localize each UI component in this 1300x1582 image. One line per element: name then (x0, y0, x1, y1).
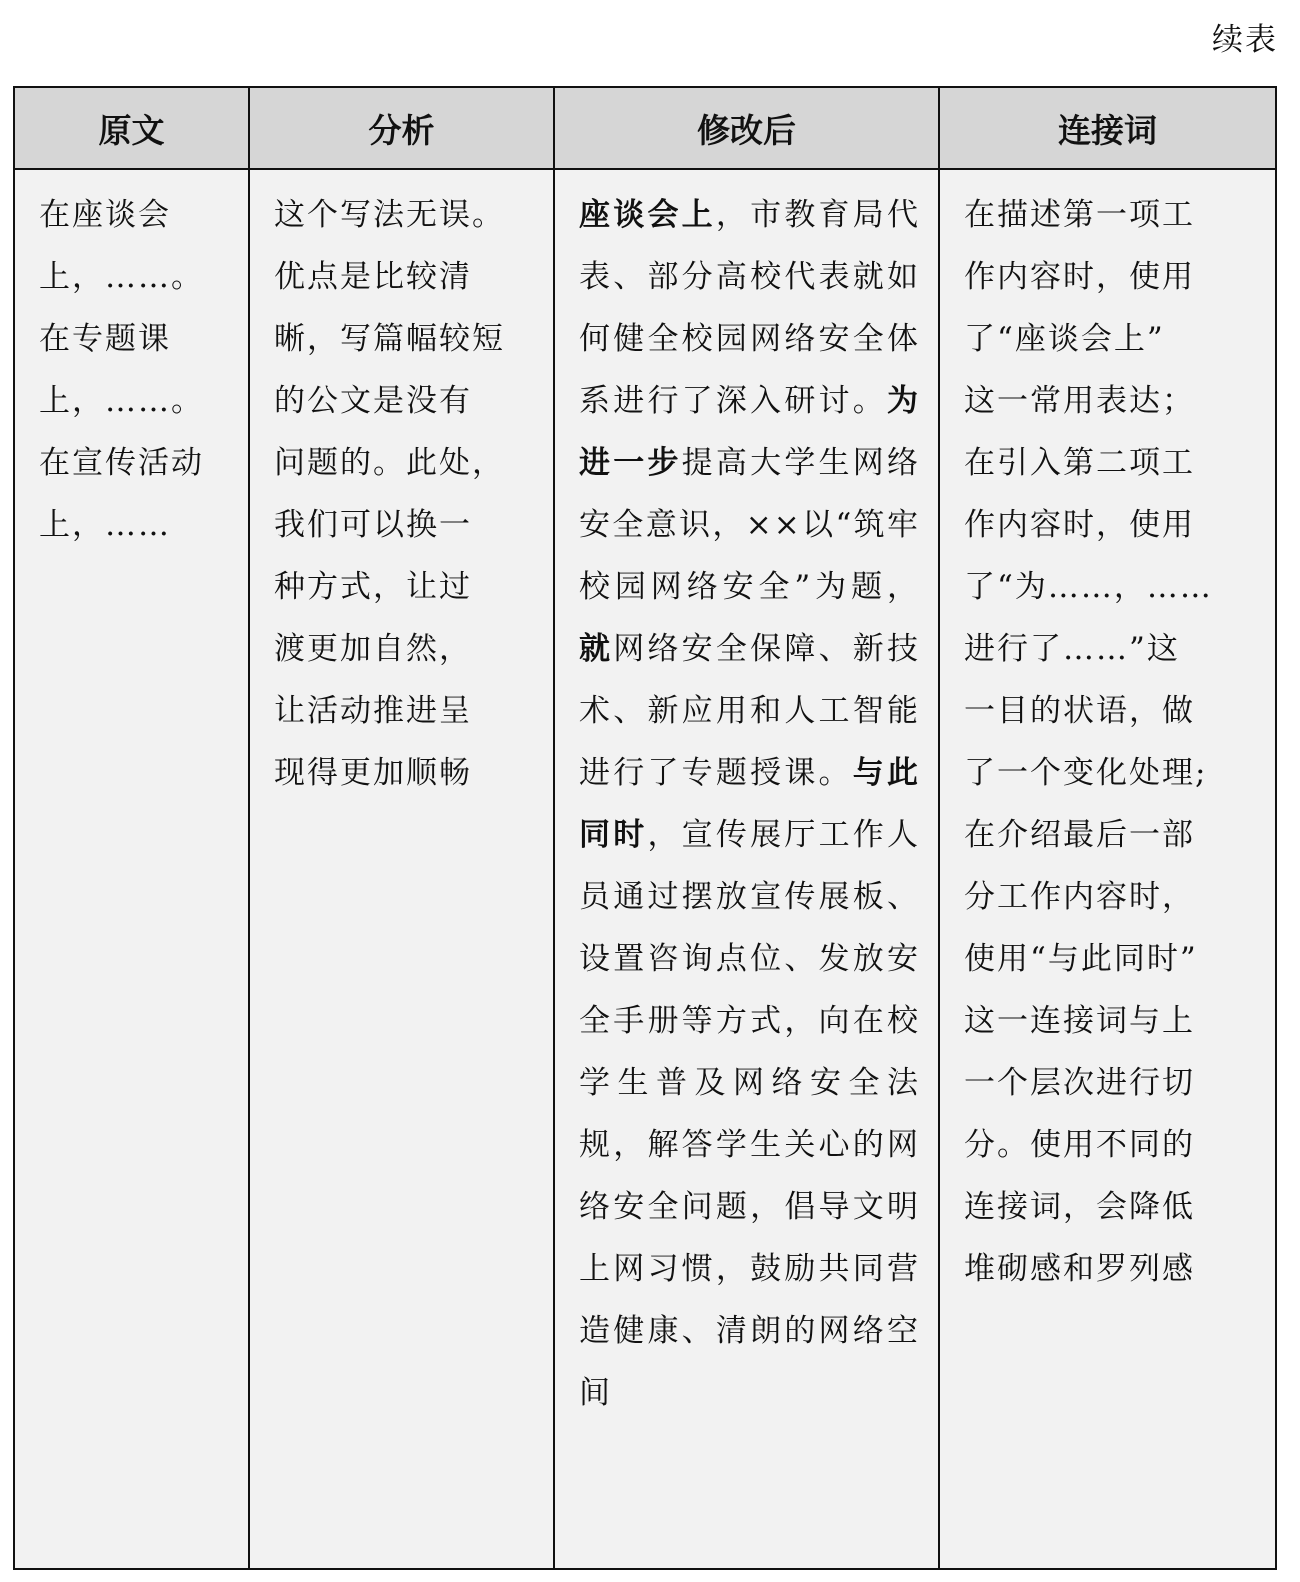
highlighted-connector: 座谈会上 (579, 197, 716, 233)
analysis-text-line: 这个写法无误。 (274, 197, 505, 233)
connector-text-line: 在介绍最后一部 (964, 817, 1195, 853)
cell-revised (554, 169, 939, 1569)
connector-text-line: 进行了……”这 (964, 631, 1180, 667)
revised-text: 网络安全保障、新技术、新应用和人工智能进行了专题授课。 (579, 631, 921, 791)
revised-text: 提高大学生网络安全意识，××以“筑牢校园网络安全”为题， (579, 445, 921, 605)
connector-text-line: 了“为……，…… (964, 569, 1213, 605)
header-connector: 连接词 (939, 87, 1276, 169)
header-original: 原文 (14, 87, 249, 169)
header-revised: 修改后 (554, 87, 939, 169)
analysis-text-line: 问题的。此处， (274, 445, 505, 481)
original-text-line: 上，……。 (39, 259, 204, 295)
connector-text-line: 分工作内容时， (964, 879, 1195, 915)
table-header-row (14, 87, 1276, 169)
connector-text-line: 堆砌感和罗列感 (964, 1251, 1195, 1287)
analysis-text-line: 让活动推进呈 (274, 693, 472, 729)
connector-text-line: 一目的状语，做 (964, 693, 1195, 729)
cell-original (14, 169, 249, 1569)
connector-text-line: 连接词，会降低 (964, 1189, 1195, 1225)
connector-text-line: 作内容时，使用 (964, 507, 1195, 543)
original-text-line: 上，…… (39, 507, 171, 543)
analysis-text-line: 晰，写篇幅较短 (274, 321, 505, 357)
analysis-text-line: 种方式，让过 (274, 569, 472, 605)
revised-text: ，宣传展厅工作人员通过摆放宣传展板、设置咨询点位、发放安全手册等方式，向在校学生普及网络安全法规，解答学生关心的网络安全问题，倡导文明上网习惯，鼓励共同营造健康、清朗的网络空间 (579, 817, 921, 1411)
connector-text-line: 使用“与此同时” (964, 941, 1198, 977)
highlighted-connector: 就 (579, 631, 614, 667)
analysis-text-line: 的公文是没有 (274, 383, 472, 419)
connector-text-line: 了“座谈会上” (964, 321, 1165, 357)
header-analysis: 分析 (249, 87, 554, 169)
highlighted-connector: 与此同时 (579, 755, 921, 853)
analysis-text-line: 渡更加自然， (274, 631, 472, 667)
analysis-text-line: 现得更加顺畅 (274, 755, 472, 791)
original-text-line: 在专题课 (39, 321, 171, 357)
connector-text-line: 这一连接词与上 (964, 1003, 1195, 1039)
analysis-text-line: 优点是比较清 (274, 259, 472, 295)
cell-analysis (249, 169, 554, 1569)
continued-table-label: 续表 (1212, 22, 1278, 58)
connector-text-line: 在引入第二项工 (964, 445, 1195, 481)
highlighted-connector: 为进一步 (579, 383, 920, 481)
table-row (14, 169, 1276, 1569)
original-text-line: 上，……。 (39, 383, 204, 419)
connector-text-line: 分。使用不同的 (964, 1127, 1195, 1163)
connector-text-line: 在描述第一项工 (964, 197, 1195, 233)
original-text-line: 在宣传活动 (39, 445, 204, 481)
connector-text-line: 一个层次进行切 (964, 1065, 1195, 1101)
connector-text-line: 了一个变化处理; (964, 755, 1208, 791)
connector-text-line: 这一常用表达； (964, 383, 1195, 419)
comparison-table (13, 86, 1277, 1570)
connector-text-line: 作内容时，使用 (964, 259, 1195, 295)
cell-connector (939, 169, 1276, 1569)
revised-text: ，市教育局代表、部分高校代表就如何健全校园网络安全体系进行了深入研讨。 (579, 197, 921, 419)
original-text-line: 在座谈会 (39, 197, 171, 233)
analysis-text-line: 我们可以换一 (274, 507, 472, 543)
